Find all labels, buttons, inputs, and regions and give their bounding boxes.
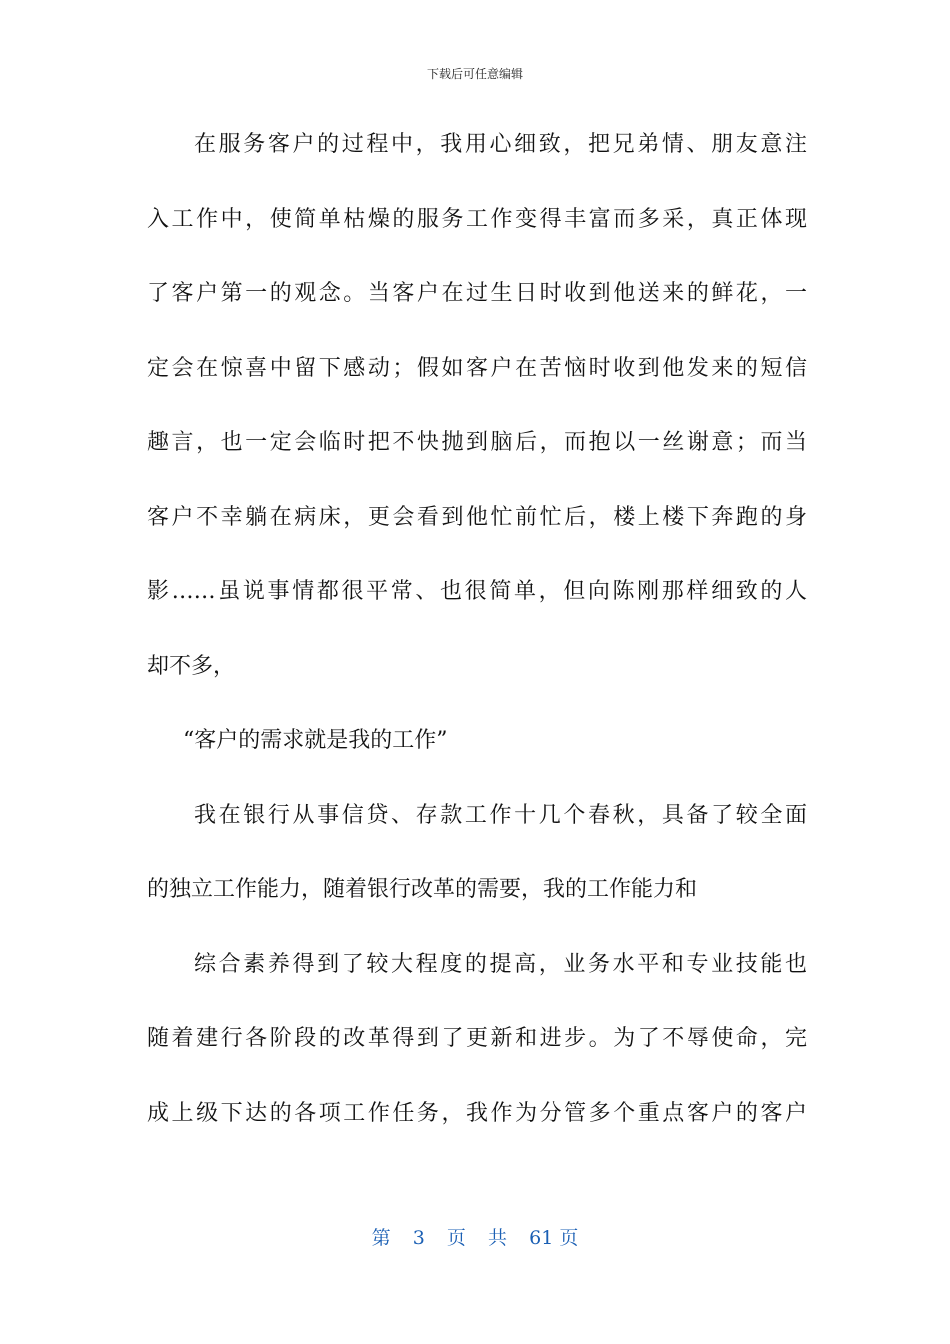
body-line: 入工作中，使简单枯燥的服务工作变得丰富而多采，真正体现: [147, 206, 807, 232]
header-text: 下载后可任意编辑: [426, 67, 523, 81]
body-line: 我在银行从事信贷、存款工作十几个春秋，具备了较全面: [194, 802, 807, 828]
page-header: [0, 66, 950, 82]
page-footer: [0, 1226, 950, 1250]
body-line: 成上级下达的各项工作任务，我作为分管多个重点客户的客户: [147, 1100, 807, 1126]
body-line: 定会在惊喜中留下感动；假如客户在苦恼时收到他发来的短信: [147, 355, 807, 381]
body-line: 综合素养得到了较大程度的提高，业务水平和专业技能也: [194, 951, 807, 977]
footer-label-ye: 页: [446, 1227, 466, 1249]
footer-label-gong: 共: [488, 1227, 508, 1249]
document-body: [147, 123, 807, 1166]
body-line: 趣言，也一定会临时把不快抛到脑后，而抱以一丝谢意；而当: [147, 430, 807, 455]
body-line: 影……虽说事情都很平常、也很简单，但向陈刚那样细致的人: [147, 579, 807, 604]
current-page-number: 3: [412, 1227, 425, 1249]
body-line: 却不多，: [147, 653, 236, 679]
body-line: 的独立工作能力，随着银行改革的需要，我的工作能力和: [147, 877, 698, 902]
footer-label-di: 第: [371, 1227, 391, 1249]
section-heading: “客户的需求就是我的工作”: [183, 728, 448, 753]
total-page-number: 61: [529, 1227, 554, 1249]
body-line: 客户不幸躺在病床，更会看到他忙前忙后，楼上楼下奔跑的身: [147, 504, 807, 530]
body-line: 随着建行各阶段的改革得到了更新和进步。为了不辱使命，完: [147, 1026, 807, 1051]
body-line: 了客户第一的观念。当客户在过生日时收到他送来的鲜花，一: [147, 281, 807, 306]
footer-label-ye-end: 页: [559, 1227, 579, 1249]
body-line: 在服务客户的过程中，我用心细致，把兄弟情、朋友意注: [194, 132, 807, 157]
